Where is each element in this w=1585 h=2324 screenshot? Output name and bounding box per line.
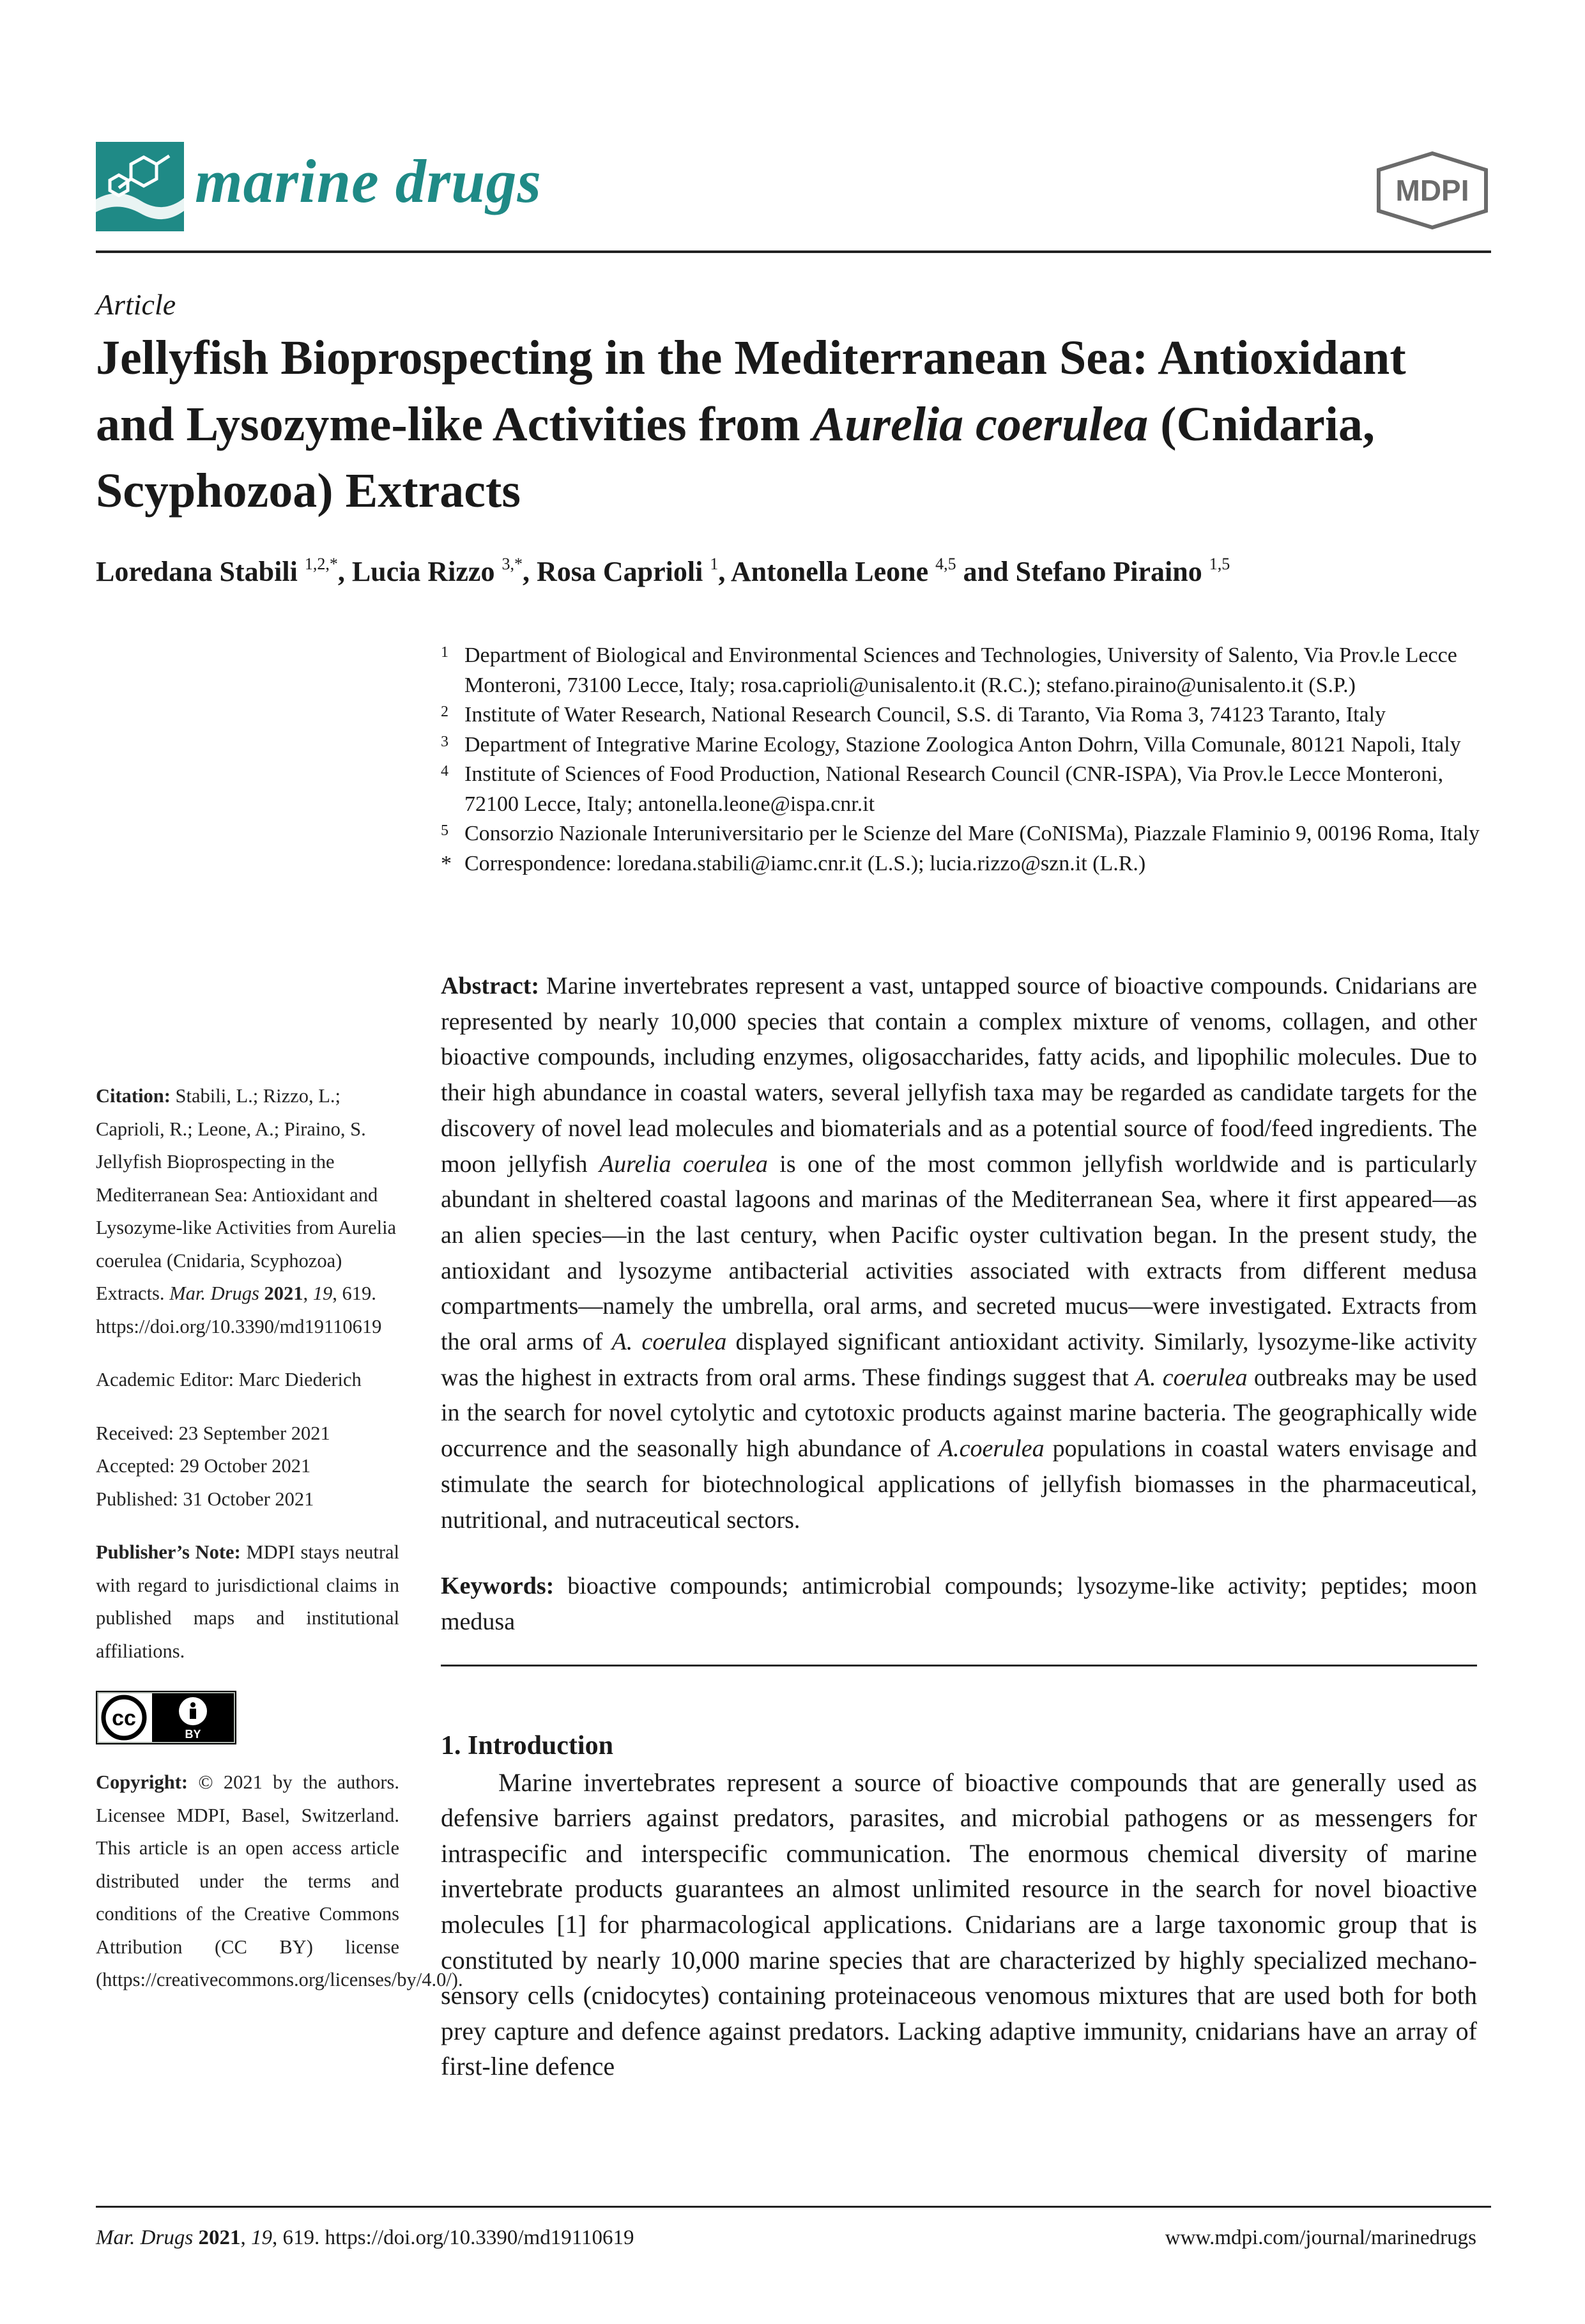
author-name: Rosa Caprioli [536,556,710,587]
author-separator: , [337,556,352,587]
affiliation-number: 3 [441,733,448,750]
affiliation-number: 4 [441,763,448,780]
footer-journal-url[interactable]: www.mdpi.com/journal/marinedrugs [1165,2226,1476,2249]
affiliation-text: Institute of Water Research, National Research Council, S.S. di Taranto, Via Roma 3, 74123 Taranto, Italy [464,703,1386,727]
publishers-note-text: MDPI stays neutral with regard to jurisdictional claims in published maps and institutional affiliations. [96,1541,399,1662]
affiliation-item [441,641,1501,700]
author-affiliation-sup: 1,5 [1209,555,1230,573]
copyright-block [96,1766,463,1997]
introduction-text: Marine invertebrates represent a source of bioactive compounds that are generally used as defensive barriers against predators, parasites, and microbial pathogens or as messengers for intraspecific and interspecific communication. The enormous chemical diversity of marine invertebrate products guarantees an almost unlimited resource in the search for novel bioactive molecules [1] for pharmacological applications. Cnidarians are a large taxonomic group that is constituted by nearly 10,000 marine species that are characterized by highly specialized mechano-sensory cells (cnidocytes) containing proteinaceous venomous mixtures that are used both for both prey capture and defence against predators. Lacking adaptive immunity, cnidarians have an array of first-line defence [441,1767,1477,2081]
species-name: A.coerulea [938,1435,1045,1463]
species-name: A. coerulea [611,1328,727,1356]
section-heading-introduction: 1. Introduction [441,1730,613,1760]
keywords-text: bioactive compounds; antimicrobial compounds; lysozyme-like activity; peptides; moon medusa [441,1573,1477,1635]
author-separator: , [718,556,731,587]
footer-divider [96,2206,1491,2208]
author-affiliation-sup: 1 [710,555,719,573]
keywords [441,1569,1477,1640]
author[interactable] [96,556,338,587]
affiliation-item [441,730,1501,760]
author[interactable] [352,556,523,587]
publishers-note-label: Publisher’s Note: [96,1541,241,1563]
academic-editor: Academic Editor: Marc Diederich [96,1369,362,1390]
author-name: Loredana Stabili [96,556,305,587]
affiliation-text: Consorzio Nazionale Interuniversitario per le Scienze del Mare (CoNISMa), Piazzale Flaminio 9, 00196 Roma, Italy [464,822,1480,845]
received-date: Received: 23 September 2021 [96,1422,330,1444]
header-divider [96,250,1491,253]
affiliation-text: Department of Biological and Environmental Sciences and Technologies, University of Salento, Via Prov.le Lecce Monteroni, 73100 Lecce, Italy; rosa.caprioli@unisalento.it (R.C.); stefano.piraino@unisalento.it (S.P.) [464,643,1457,697]
affiliation-text: Department of Integrative Marine Ecology, Stazione Zoologica Anton Dohrn, Villa Comunale, 80121 Napoli, Italy [464,732,1461,757]
citation-doi-link[interactable]: https://doi.org/10.3390/md19110619 [96,1315,382,1337]
author-name: Stefano Piraino [1015,556,1209,587]
citation-label: Citation: [96,1085,171,1107]
footer-year: 2021 [198,2226,241,2249]
author-name: Antonella Leone [730,556,936,587]
footer-citation: Mar. Drugs 2021, 19, 619. https://doi.org/10.3390/md19110619 [96,2226,634,2249]
journal-logo-icon [96,142,184,231]
copyright-label: Copyright: [96,1771,188,1793]
abstract-label: Abstract: [441,973,540,999]
section-divider [441,1665,1477,1666]
abstract-text: is one of the most common jellyfish worldwide and is particularly abundant in sheltered coastal lagoons and marinas of the Mediterranean Sea, where it first appeared—as an alien species—in the last century, when Pacific oyster cultivation began. In the present study, the antioxidant and lysozyme antibacterial activities associated with extracts from different medusa compartments—namely the umbrella, oral arms, and secreted mucus—were investigated. Extracts from the oral arms of [441,1150,1478,1356]
author-affiliation-sup: 1,2,* [304,555,338,573]
main-column [441,969,1477,2084]
publishers-note [96,1536,399,1668]
author-name: Lucia Rizzo [351,556,502,587]
affiliation-item [441,849,1501,879]
correspondence-marker: * [441,851,452,875]
correspondence-text: Correspondence: loredana.stabili@iamc.cnr.it (L.S.); lucia.rizzo@szn.it (L.R.) [464,851,1146,875]
citation-text: Stabili, L.; Rizzo, L.; Caprioli, R.; Leone, A.; Piraino, S. Jellyfish Bioprospecting in the Mediterranean Sea: Antioxidant and Lysozyme-like Activities from Aurelia coerulea (Cnidaria, Scyphozoa) Extracts. [96,1085,397,1304]
footer-journal: Mar. Drugs [96,2226,194,2249]
journal-name: marine drugs [195,147,542,215]
abstract-text: Marine invertebrates represent a vast, untapped source of bioactive compounds. Cnidarians are represented by nearly 10,000 species that contain a complex mixture of venoms, collagen, and other bioactive compounds, including enzymes, oligosaccharides, fatty acids, and lipophilic molecules. Due to their high abundance in coastal waters, several jellyfish taxa may be regarded as candidate targets for the discovery of novel lead molecules and biomaterials and as a potential source of food/feed ingredients. The moon jellyfish [441,973,1477,1178]
author[interactable] [1016,556,1230,587]
citation-volume: 19 [312,1282,333,1304]
mdpi-logo-icon [1372,151,1492,230]
species-name: A. coerulea [1135,1364,1248,1391]
abstract-text: displayed significant antioxidant activity. Similarly, lysozyme-like activity was the highest in extracts from oral arms. These findings suggest that [441,1328,1477,1391]
keywords-label: Keywords: [441,1573,555,1600]
title-line-1: Jellyfish Bioprospecting in the Mediterranean Sea: Antioxidant [96,331,1406,385]
footer-volume: 19 [250,2226,272,2249]
title-text: and Lysozyme-like Activities from [96,397,813,451]
affiliation-item [441,760,1501,819]
citation-year: 2021 [264,1282,303,1304]
abstract-text: populations in coastal waters envisage and stimulate the search for biotechnological applications of jellyfish biomasses in the pharmaceutical, nutritional, and nutraceutical sectors. [441,1435,1477,1534]
published-date: Published: 31 October 2021 [96,1488,314,1510]
mdpi-logo-text: MDPI [1395,174,1469,207]
author-separator: , [522,556,537,587]
citation-pages: , 619. [332,1282,376,1304]
author-affiliation-sup: 4,5 [935,555,956,573]
citation-journal: Mar. Drugs [169,1282,259,1304]
affiliation-number: 1 [441,644,448,661]
author[interactable] [731,556,956,587]
affiliation-number: 5 [441,822,448,839]
author-separator: and [956,556,1016,587]
footer-doi[interactable]: , 619. https://doi.org/10.3390/md19110619 [272,2226,634,2249]
affiliation-item [441,819,1501,849]
title-line-2 [96,391,1501,458]
left-sidebar [96,1080,463,1997]
copyright-text: © 2021 by the authors. Licensee MDPI, Basel, Switzerland. This article is an open access article distributed under the terms and conditions of the Creative Commons Attribution (CC BY) license (https://creativecommons.org/licenses/by/4.0/). [96,1771,463,1990]
author-list [96,555,1230,588]
article-title [96,325,1501,524]
affiliation-item [441,700,1501,730]
article-type: Article [96,288,176,321]
author-affiliation-sup: 3,* [502,555,523,573]
species-name: Aurelia coerulea [812,397,1149,451]
affiliation-number: 2 [441,704,448,720]
citation-block: Citation: Stabili, L.; Rizzo, L.; Caprioli, R.; Leone, A.; Piraino, S. Jellyfish Bioprospecting in the Mediterranean Sea: Antioxidant and Lysozyme-like Activities from Aurelia coerulea (Cnidaria, Scyphozoa) Extracts. Mar. Drugs 2021, 19, 619. https://doi.org/10.3390/md19110619 [96,1080,399,1343]
title-line-3: Scyphozoa) Extracts [96,464,521,518]
affiliations [441,641,1501,879]
svg-text:cc: cc [112,1706,136,1730]
license-badge-text: BY [185,1728,201,1741]
cc-by-license-icon[interactable] [96,1691,236,1744]
affiliation-text: Institute of Sciences of Food Production, National Research Council (CNR-ISPA), Via Prov.le Lecce Monteroni, 72100 Lecce, Italy; antonella.leone@ispa.cnr.it [464,762,1444,816]
abstract-text: outbreaks may be used in the search for novel cytolytic and cytotoxic products against marine bacteria. The geographically wide occurrence and the seasonally high abundance of [441,1364,1477,1463]
accepted-date: Accepted: 29 October 2021 [96,1455,311,1477]
author[interactable] [537,556,718,587]
species-name: Aurelia coerulea [599,1150,768,1178]
title-text: (Cnidaria, [1148,397,1375,451]
abstract [441,969,1477,1538]
